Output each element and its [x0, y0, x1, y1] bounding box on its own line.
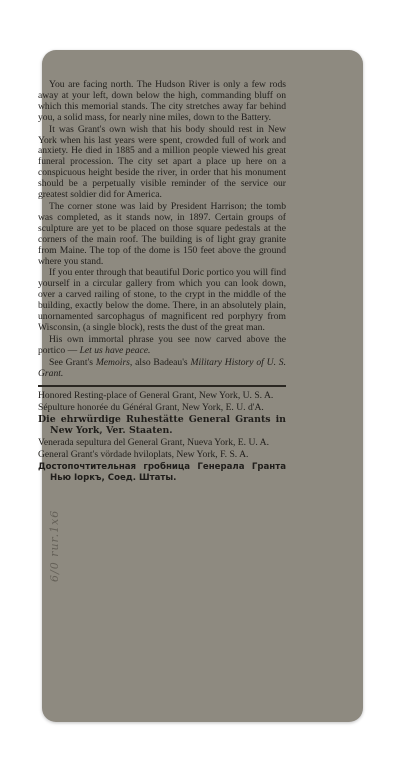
references-lead: See Grant's: [49, 356, 93, 368]
references-mid: also Badeau's: [135, 356, 188, 368]
title-swedish: General Grant's vördade hviloplats, New York, F. S. A.: [38, 449, 249, 460]
card-text: [38, 80, 286, 485]
portico-phrase-lead: His own immortal phrase you see now carved above the portico —: [38, 333, 286, 356]
references-memoirs: Memoirs,: [95, 356, 133, 368]
title-spanish: Venerada sepultura del General Grant, Nueva York, E. U. A.: [38, 437, 269, 449]
description-paragraph-3: The corner stone was laid by President Harrison; the tomb was completed, as it stands now, in 1897. Certain groups of sculpture are yet to be placed on those square pedestals at the corners of the main roof. The building is of light gray granite from Maine. The top of the dome is 150 feet above the ground where you stand.: [38, 200, 286, 267]
title-german: Die ehrwürdige Ruhestätte General Grants in New York, Ver. Staaten.: [38, 414, 286, 437]
description-paragraph-1: You are facing north. The Hudson River is only a few rods away at your left, down below the high, commanding bluff on which this memorial stands. The city stretches away far behind you, a solid mass, for nearly nine miles, down to the Battery.: [38, 79, 286, 123]
title-english: Honored Resting-place of General Grant, New York, U. S. A.: [38, 390, 274, 402]
references-paragraph: [38, 358, 286, 380]
description-paragraph-4: If you enter through that beautiful Doric portico you will find yourself in a circular gallery from which you can look down, over a carved railing of stone, to the crypt in the middle of the building, exactly below the dome. There, in an absolutely plain, unornamented sarcophagus of magnificent red porphyry from Wisconsin, (a single block), rests the dust of the great man.: [38, 267, 286, 333]
title-russian: Достопочтительная гробница Генерала Гранта Нью Іоркъ, Соед. Штаты.: [38, 461, 286, 483]
pencil-inventory-note: 6/0 rur.1x6: [48, 509, 61, 582]
portico-phrase-quote: Let us have peace.: [79, 344, 151, 356]
description-paragraph-2: It was Grant's own wish that his body should rest in New York when his last years were spent, crowded full of work and anxiety. He died in 1885 and a million people viewed his great funeral procession. The city set apart a place up here on a conspicuous height beside the river, in order that his monument should be a perpetually visible reminder of the service our greatest soldier did for America.: [38, 123, 286, 201]
description-paragraph-5: [38, 335, 286, 357]
divider-rule: [38, 385, 286, 387]
references-military-history: Military History of U. S. Grant.: [38, 356, 286, 379]
title-french: Sépulture honorée du Général Grant, New York, E. U. d'A.: [38, 402, 264, 414]
